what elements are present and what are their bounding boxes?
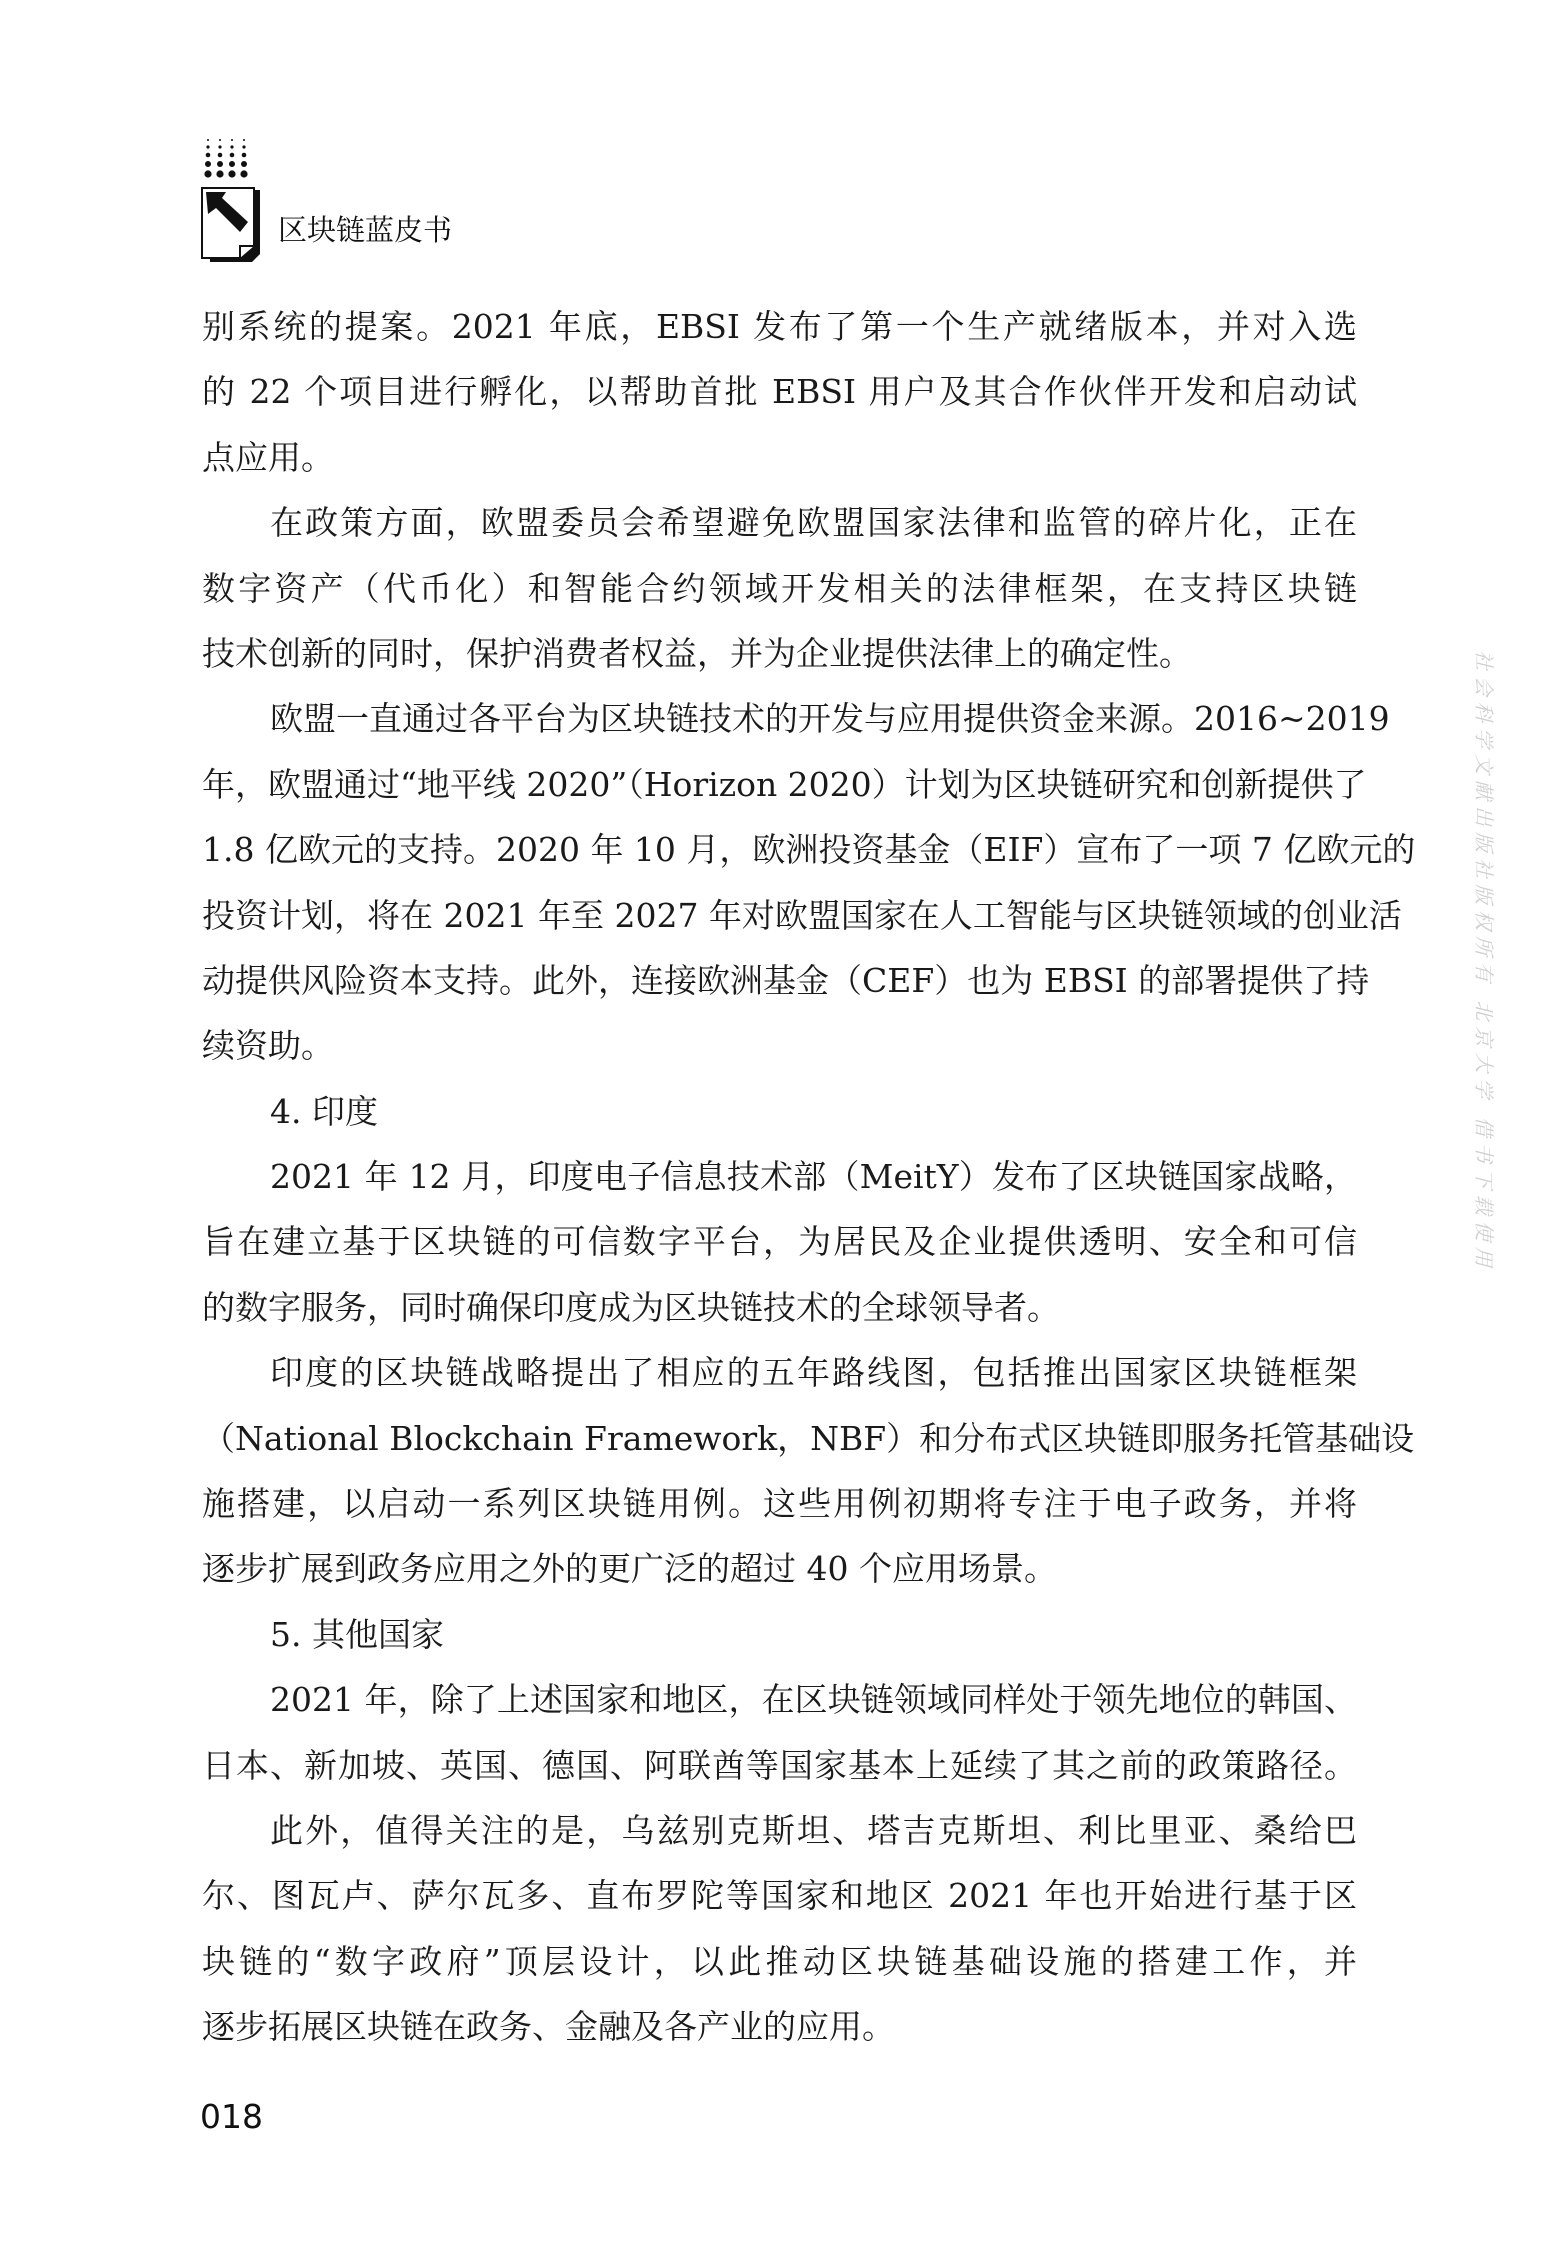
- text-line: 的 22 个项目进行孵化，以帮助首批 EBSI 用户及其合作伙伴开发和启动试: [202, 372, 1357, 412]
- text-line: 动提供风险资本支持。此外，连接欧洲基金（CEF）也为 EBSI 的部署提供了持: [202, 960, 1370, 1000]
- watermark: 社会科学文献出版社版权所有 北京大学 借书下载使用: [1472, 650, 1496, 1273]
- text-line: 旨在建立基于区块链的可信数字平台，为居民及企业提供透明、安全和可信: [202, 1222, 1357, 1262]
- text-line: 印度的区块链战略提出了相应的五年路线图，包括推出国家区块链框架: [270, 1353, 1357, 1393]
- text-line: （National Blockchain Framework，NBF）和分布式区块链即服务托管基础设: [202, 1418, 1415, 1458]
- text-line: 欧盟一直通过各平台为区块链技术的开发与应用提供资金来源。2016~2019: [270, 699, 1390, 739]
- text-line: 1.8 亿欧元的支持。2020 年 10 月，欧洲投资基金（EIF）宣布了一项 7 亿欧元的: [202, 830, 1416, 870]
- text-line: 逐步扩展到政务应用之外的更广泛的超过 40 个应用场景。: [202, 1549, 1057, 1589]
- text-line: 5. 其他国家: [270, 1614, 444, 1654]
- text-line: 2021 年 12 月，印度电子信息技术部（MeitY）发布了区块链国家战略，: [270, 1157, 1357, 1197]
- text-line: 数字资产（代币化）和智能合约领域开发相关的法律框架，在支持区块链: [202, 568, 1357, 608]
- text-line: 年，欧盟通过“地平线 2020”（Horizon 2020）计划为区块链研究和创新提供了: [202, 764, 1367, 804]
- text-line: 4. 印度: [270, 1091, 378, 1131]
- text-line: 点应用。: [202, 437, 334, 477]
- text-line: 在政策方面，欧盟委员会希望避免欧盟国家法律和监管的碎片化，正在: [270, 503, 1357, 543]
- text-line: 施搭建，以启动一系列区块链用例。这些用例初期将专注于电子政务，并将: [202, 1484, 1357, 1524]
- text-line: 技术创新的同时，保护消费者权益，并为企业提供法律上的确定性。: [202, 633, 1192, 673]
- text-line: 别系统的提案。2021 年底，EBSI 发布了第一个生产就绪版本，并对入选: [202, 307, 1357, 346]
- text-line: 投资计划，将在 2021 年至 2027 年对欧盟国家在人工智能与区块链领域的创业活: [202, 895, 1402, 935]
- text-line: 此外，值得关注的是，乌兹别克斯坦、塔吉克斯坦、利比里亚、桑给巴: [270, 1810, 1357, 1850]
- text-line: 日本、新加坡、英国、德国、阿联酋等国家基本上延续了其之前的政策路径。: [202, 1745, 1357, 1785]
- text-line: 2021 年，除了上述国家和地区，在区块链领域同样处于领先地位的韩国、: [270, 1680, 1357, 1720]
- body-text: [202, 294, 1416, 2060]
- running-header-title: 区块链蓝皮书: [278, 213, 453, 247]
- text-line: 的数字服务，同时确保印度成为区块链技术的全球领导者。: [202, 1287, 1060, 1327]
- book-page-arrow-icon: [200, 130, 262, 262]
- text-line: 块链的“数字政府”顶层设计，以此推动区块链基础设施的搭建工作，并: [202, 1941, 1357, 1981]
- page-number: 018: [200, 2097, 263, 2136]
- text-line: 逐步拓展区块链在政务、金融及各产业的应用。: [202, 2007, 895, 2047]
- text-line: 尔、图瓦卢、萨尔瓦多、直布罗陀等国家和地区 2021 年也开始进行基于区: [202, 1876, 1357, 1916]
- text-line: 续资助。: [202, 1026, 334, 1066]
